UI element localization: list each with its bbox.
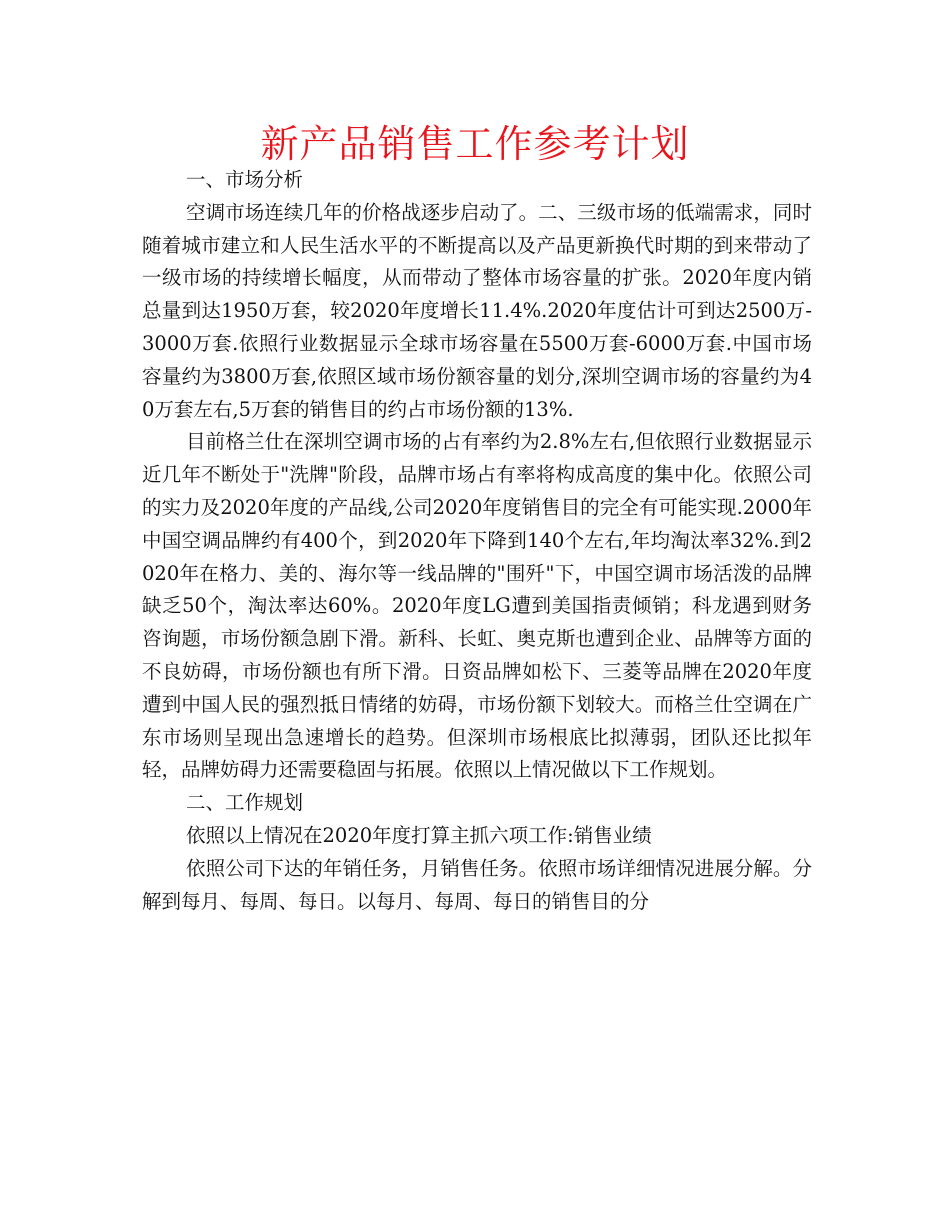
paragraph-sales-target: 依照公司下达的年销任务，月销售任务。依照市场详细情况进展分解。分解到每月、每周、每日。以每月、每周、每日的销售目的分 <box>142 856 812 913</box>
paragraph-market-capacity: 空调市场连续几年的价格战逐步启动了。二、三级市场的低端需求，同时随着城市建立和人民生活水平的不断提高以及产品更新换代时期的到来带动了一级市场的持续增长幅度，从而带动了整体市场容量的扩张。2020年度内销总量到达1950万套，较2020年度增长11.4%.2020年度估计可到达2500万-3000万套.依照行业数据显示全球市场容量在5500万套-6000万套.中国市场容量约为3800万套,依照区域市场份额容量的划分,深圳空调市场的容量约为40万套左右,5万套的销售目的约占市场份额的13%. <box>142 200 812 421</box>
paragraph-brand-situation: 目前格兰仕在深圳空调市场的占有率约为2.8%左右,但依照行业数据显示近几年不断处于"洗牌"阶段，品牌市场占有率将构成高度的集中化。依照公司的实力及2020年度的产品线,公司2020年度销售目的完全有可能实现.2000年中国空调品牌约有400个，到2020年下降到140个左右,年均淘汰率32%.到2020年在格力、美的、海尔等一线品牌的"围歼"下，中国空调市场活泼的品牌缺乏50个，淘汰率达60%。2020年度LG遭到美国指责倾销；科龙遇到财务咨询题，市场份额急剧下滑。新科、长虹、奥克斯也遭到企业、品牌等方面的不良妨碍，市场份额也有所下滑。日资品牌如松下、三菱等品牌在2020年度遭到中国人民的强烈抵日情绪的妨碍，市场份额下划较大。而格兰仕空调在广东市场则呈现出急速增长的趋势。但深圳市场根底比拟薄弱，团队还比拟年轻，品牌妨碍力还需要稳固与拓展。依照以上情况做以下工作规划。 <box>142 430 812 782</box>
document-body <box>142 164 812 918</box>
paragraph-plan-summary: 依照以上情况在2020年度打算主抓六项工作:销售业绩 <box>186 823 652 847</box>
document-title: 新产品销售工作参考计划 <box>260 122 690 166</box>
section-heading-market-analysis: 一、市场分析 <box>186 168 304 191</box>
section-heading-work-plan: 二、工作规划 <box>186 791 304 815</box>
